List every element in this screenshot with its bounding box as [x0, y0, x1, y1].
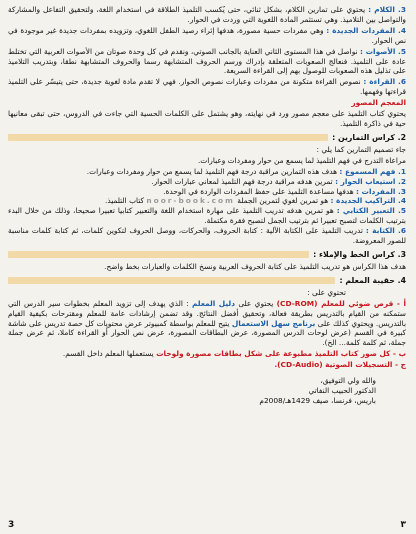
heading-label: 3. كراس الخط والإملاء : [313, 249, 406, 259]
section-number: 5. الأصوات : [360, 46, 406, 56]
section-text: نواصل في هذا المستوى الثاني العناية بالجانب الصوتي، ونقدم في كل وحدة صوتان من الأصوات العربية التي تختلط عادة على التلميذ. فنعالج الصعوبات المتعلقة بإدراك ورسم الحروف المتشابهة رسما والحروف المتشابهة نطقا، وبتدريب التلاميذ على تذليل هذه الصعوبات للوصول بهم إلى القراءة السريعة. [8, 46, 406, 76]
heading-label: 4. حقيبة المعلم : [339, 275, 406, 285]
section-number: 3. الكلام : [368, 5, 407, 14]
section-number: 6. القراءة : [363, 77, 407, 87]
section-text: نصوص القراءة متكونة من مفردات وعبارات نصوص الحوار. فهي لا تقدم مادة لغوية جديدة، حتى يتيسّر على التلميذ قراءتها وفهمها. [8, 77, 406, 97]
exercise-list [8, 167, 406, 246]
picture-dictionary-title: المعجم المصور [351, 98, 406, 108]
list-item: 2. استيعاب الحوار : تمرين هدفه مراقبة درجة فهم التلميذ لمعاني عبارات الحوار. [151, 176, 406, 186]
author-name: الدكتور الحبيب النفاتي [308, 386, 376, 396]
watermark: noor-book.com [146, 196, 235, 206]
audio-item: ج - التسجيلات الصوتية (CD-Audio). [274, 360, 406, 370]
list-item: 5. التعبير الكتابي : هو تمرين هدفه تدريب التلميذ على مهارة استخدام اللغة والتعبير كتابيا تعبيرا صحيحا، وذلك من خلال البدء بترتيب الكلمات لتصبح تعبيرا ثم بترتيب الجمل لتصبح فقرة مكتملة. [8, 206, 407, 226]
section-heading-calligraphy [8, 250, 406, 260]
heading-band [8, 134, 328, 141]
closing-line: والله ولي التوفيق، [320, 376, 376, 386]
section-number: 4. المفردات الجديدة : [326, 25, 406, 35]
list-item: 3. المفردات : هدفها مساعدة التلميذ على حفظ المفردات الواردة في الوحدة. [163, 186, 406, 196]
list-item: 4. التراكيب الجديدة : هو تمرين لغوي لتمرين الجملة noor-book.com كتاب التلميذ. [105, 196, 406, 206]
section-text: وهي مفردات حسية مصورة، هدفها إثراء رصيد الطفل اللغوي، وتزويده بمفردات جديدة غير موجودة في نص الحوار. [8, 25, 406, 45]
section-heading-exercises [8, 133, 406, 143]
list-item: 6. الكتابة : تدريب التلميذ على الكتابة الآلية : كتابة الحروف، والحركات، ووصل الحروف لتكوين كلمات، ثم كتابة كلمات مناسبة للصور المعروضة. [8, 226, 406, 246]
list-item: 1. فهم المسموع : هدف هذه التمارين مراقبة درجة فهم التلميذ لما يسمع من حوار ومفردات وعبارات. [86, 166, 406, 176]
exercises-intro-2: مراعاة التدرج في فهم التلميذ لما يسمع من حوار ومفردات وعبارات. [197, 155, 406, 165]
section-new-vocabulary [8, 26, 406, 46]
cards-item: ب - كل صور كتاب التلميذ مطبوعة على شكل بطاقات مصورة ولوحات يستعملها المعلم داخل القسم. [62, 349, 406, 359]
calligraphy-text: هدف هذا الكراس هو تدريب التلميذ على كتابة الحروف العربية ونسخ الكلمات والعبارات بخط واضح. [104, 261, 406, 271]
exercises-intro: جاء تصميم التمارين كما يلي : [316, 144, 406, 154]
section-reading [8, 77, 406, 97]
section-sounds [8, 47, 406, 77]
cd-rom-item: أ - قرص ضوئي للمعلم (CD-ROM) يحتوي على دليل المعلم : الذي يهدف إلى تزويد المعلم بخطوات سير الدرس التي ستمكنه من القيام بالتدريس بطريقة فعالة، وتحقيق أفضل النتائج. وقد تضمن إرشادات عامة للمعلم ومقترحات بكيفية القيام بالتدريس. ويحتوي كذلك على برنامج سهل الاستعمال يتيح للمعلم بواسطة كمبيوتر عرض محتويات كل حصة تدريس على شاشة كبيرة في القسم (عرض لوحات الدرس المصورة، عرض البطاقات المصورة، عرض نص الحوار أو القراءة كاملا، ثم عرض جملة جملة، ثم كلمة كلمة... الخ). [8, 298, 406, 348]
page-number-arabic: ٣ [400, 520, 406, 530]
teacher-bag-intro: تحتوي على : [307, 287, 346, 297]
heading-label: 2. كراس التمارين : [332, 132, 406, 142]
signature-block [8, 376, 406, 406]
section-heading-teacher-bag [8, 276, 406, 286]
page-number-latin: 3 [8, 520, 15, 530]
picture-dictionary-text: يحتوي كتاب التلميذ على معجم مصور ورد في نهايته، وهو يشتمل على الكلمات الحسية التي جاءت في الدروس، حتى تبقى معانيها حية في ذاكرة التلميذ. [8, 109, 406, 128]
section-speaking [8, 5, 406, 25]
section-text: يحتوي على تمارين الكلام، بشكل ثنائي، حتى يُكسب التلميذ الطلاقة في استخدام اللغة، ولتحقيق التفاعل والمشاركة والتواصل بين التلاميذ. وهي تستثمر المادة اللغوية التي وردت في الحوار. [8, 5, 406, 24]
place-date: باريس، فرنسا، صيف 1429هـ/2008م [259, 396, 376, 406]
heading-band [8, 251, 309, 258]
heading-band [8, 277, 335, 284]
